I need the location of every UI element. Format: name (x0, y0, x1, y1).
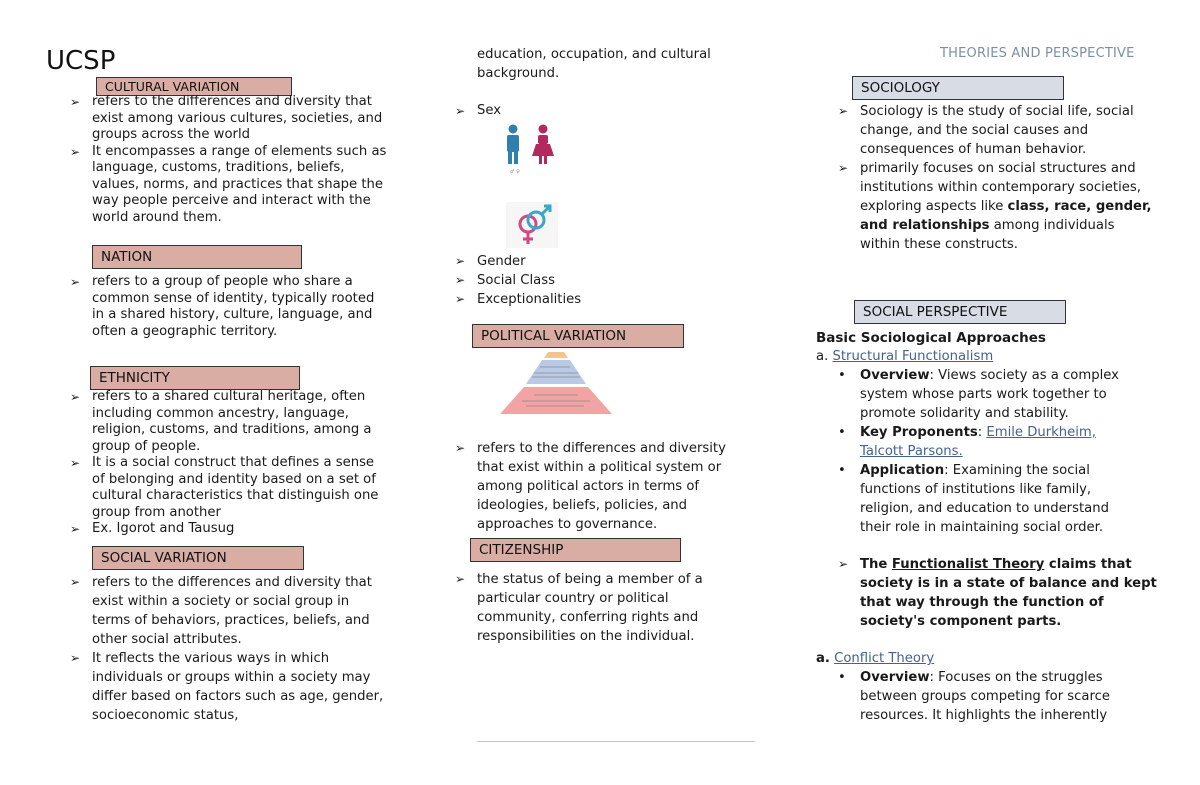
conflict-theory-link[interactable]: Conflict Theory (834, 651, 935, 666)
political-pyramid-figure (498, 350, 614, 416)
political-variation-list (455, 439, 745, 534)
list-item: ➢ It encompasses a range of elements such as language, customs, traditions, beliefs, values, norms, and practices that shape the way people perceive and interact with the world around them. (70, 143, 387, 225)
ethnicity-list (70, 389, 390, 538)
political-variation-heading: POLITICAL VARIATION (472, 324, 684, 348)
arrow-bullet-icon: ➢ (70, 390, 81, 404)
structural-functionalism-link[interactable]: Structural Functionalism (832, 349, 994, 364)
nation-heading: NATION (92, 245, 302, 269)
arrow-bullet-icon: ➢ (838, 104, 849, 118)
bullet-dot-icon: • (838, 670, 846, 685)
gender-symbols-icon (506, 202, 558, 248)
document-title: UCSP (46, 46, 116, 76)
ethnicity-heading: ETHNICITY (90, 366, 300, 390)
male-female-figures-icon (500, 122, 560, 176)
list-item: ➢ It is a social construct that defines a sense of belonging and identity based on a set of cultural characteristics that distinguish one group from another (70, 455, 379, 520)
list-item: ➢ refers to a shared cultural heritage, often including common ancestry, language, religion, customs, and traditions, among a group of people. (70, 389, 372, 454)
arrow-bullet-icon: ➢ (70, 575, 81, 589)
list-item: ➢ refers to the differences and diversity that exist within a political system or among political actors in terms of ideologies, beliefs, policies, and approaches to governance. (455, 441, 726, 532)
list-item: ➢ Sex (455, 103, 502, 118)
arrow-bullet-icon: ➢ (70, 95, 81, 109)
social-variation-list (70, 573, 390, 725)
list-item: • Overview: Views society as a complex system whose parts work together to promote solidarity and stability. (838, 368, 1119, 421)
key-proponents-link[interactable]: Emile Durkheim, Talcott Parsons. (860, 425, 1096, 459)
arrow-bullet-icon: ➢ (455, 254, 466, 268)
arrow-bullet-icon: ➢ (70, 522, 81, 536)
functionalist-claim (838, 555, 1158, 631)
conflict-theory-line: a. Conflict Theory (816, 651, 935, 666)
arrow-bullet-icon: ➢ (70, 144, 81, 159)
list-item: ➢ Gender (455, 254, 526, 269)
arrow-bullet-icon: ➢ (838, 557, 849, 571)
list-item: • Application: Examining the social functions of institutions like family, religion, and education to understand their role in maintaining social order. (838, 463, 1109, 535)
citizenship-heading: CITIZENSHIP (470, 538, 681, 562)
functionalist-theory-link[interactable]: Functionalist Theory (891, 557, 1045, 572)
arrow-bullet-icon: ➢ (455, 292, 466, 306)
list-item: ➢ Social Class (455, 273, 555, 288)
svg-text:♂ ♀: ♂ ♀ (510, 169, 520, 175)
arrow-bullet-icon: ➢ (70, 456, 81, 470)
factors-list (455, 252, 735, 309)
list-item: ➢ refers to the differences and diversity that exist within a society or social group in terms of behaviors, practices, beliefs, and other social attributes. (70, 575, 372, 647)
list-item: ➢ Sociology is the study of social life, social change, and the social causes and consequences of human behavior. (838, 104, 1134, 157)
sex-list (455, 103, 735, 120)
arrow-bullet-icon: ➢ (70, 651, 81, 665)
cultural-variation-list (70, 94, 390, 226)
list-item: ➢ the status of being a member of a particular country or political community, conferring rights and responsibilities on the individual. (455, 572, 703, 644)
list-item: • Key Proponents: Emile Durkheim, Talcott Parsons. (838, 425, 1096, 459)
bullet-dot-icon: • (838, 463, 846, 478)
list-item: ➢ Exceptionalities (455, 292, 582, 307)
bullet-dot-icon: • (838, 368, 846, 383)
list-item: ➢ Ex. Igorot and Tausug (70, 521, 235, 536)
divider-line (477, 741, 755, 742)
sociology-heading: SOCIOLOGY (852, 76, 1064, 100)
list-item: ➢ The Functionalist Theory claims that society is in a state of balance and kept that way through the function of society's component parts. (838, 557, 1157, 629)
approaches-subheading: Basic Sociological Approaches (816, 330, 1046, 346)
list-item: ➢ It reflects the various ways in which individuals or groups within a society may differ based on factors such as age, gender, socioeconomic status, (70, 651, 384, 723)
arrow-bullet-icon: ➢ (455, 441, 466, 455)
arrow-bullet-icon: ➢ (455, 273, 466, 287)
list-item: ➢ refers to the differences and diversity that exist among various cultures, societies, and groups across the world (70, 94, 383, 142)
arrow-bullet-icon: ➢ (70, 275, 81, 289)
social-perspective-heading: SOCIAL PERSPECTIVE (854, 300, 1066, 324)
sociology-list (838, 102, 1158, 254)
arrow-bullet-icon: ➢ (838, 161, 849, 175)
structural-functionalism-bullets (836, 366, 1136, 537)
conflict-theory-bullets (836, 668, 1136, 725)
cultural-variation-heading: CULTURAL VARIATION (96, 77, 292, 96)
section-header: THEORIES AND PERSPECTIVE (940, 46, 1135, 61)
structural-functionalism-line: a. Structural Functionalism (816, 349, 994, 364)
bullet-dot-icon: • (838, 425, 846, 440)
continued-text: education, occupation, and cultural background. (477, 47, 711, 81)
list-item: ➢ refers to a group of people who share a common sense of identity, typically rooted in a shared history, culture, language, and often a geographic territory. (70, 274, 375, 339)
list-item: ➢ primarily focuses on social structures and institutions within contemporary societies, exploring aspects like class, race, gender, and relationships among individuals within these constructs. (838, 161, 1152, 252)
arrow-bullet-icon: ➢ (455, 104, 466, 118)
list-item: • Overview: Focuses on the struggles between groups competing for scarce resources. It highlights the inherently (838, 670, 1111, 723)
social-variation-heading: SOCIAL VARIATION (92, 546, 304, 570)
arrow-bullet-icon: ➢ (455, 572, 466, 586)
citizenship-list (455, 570, 735, 646)
nation-list (70, 274, 390, 340)
